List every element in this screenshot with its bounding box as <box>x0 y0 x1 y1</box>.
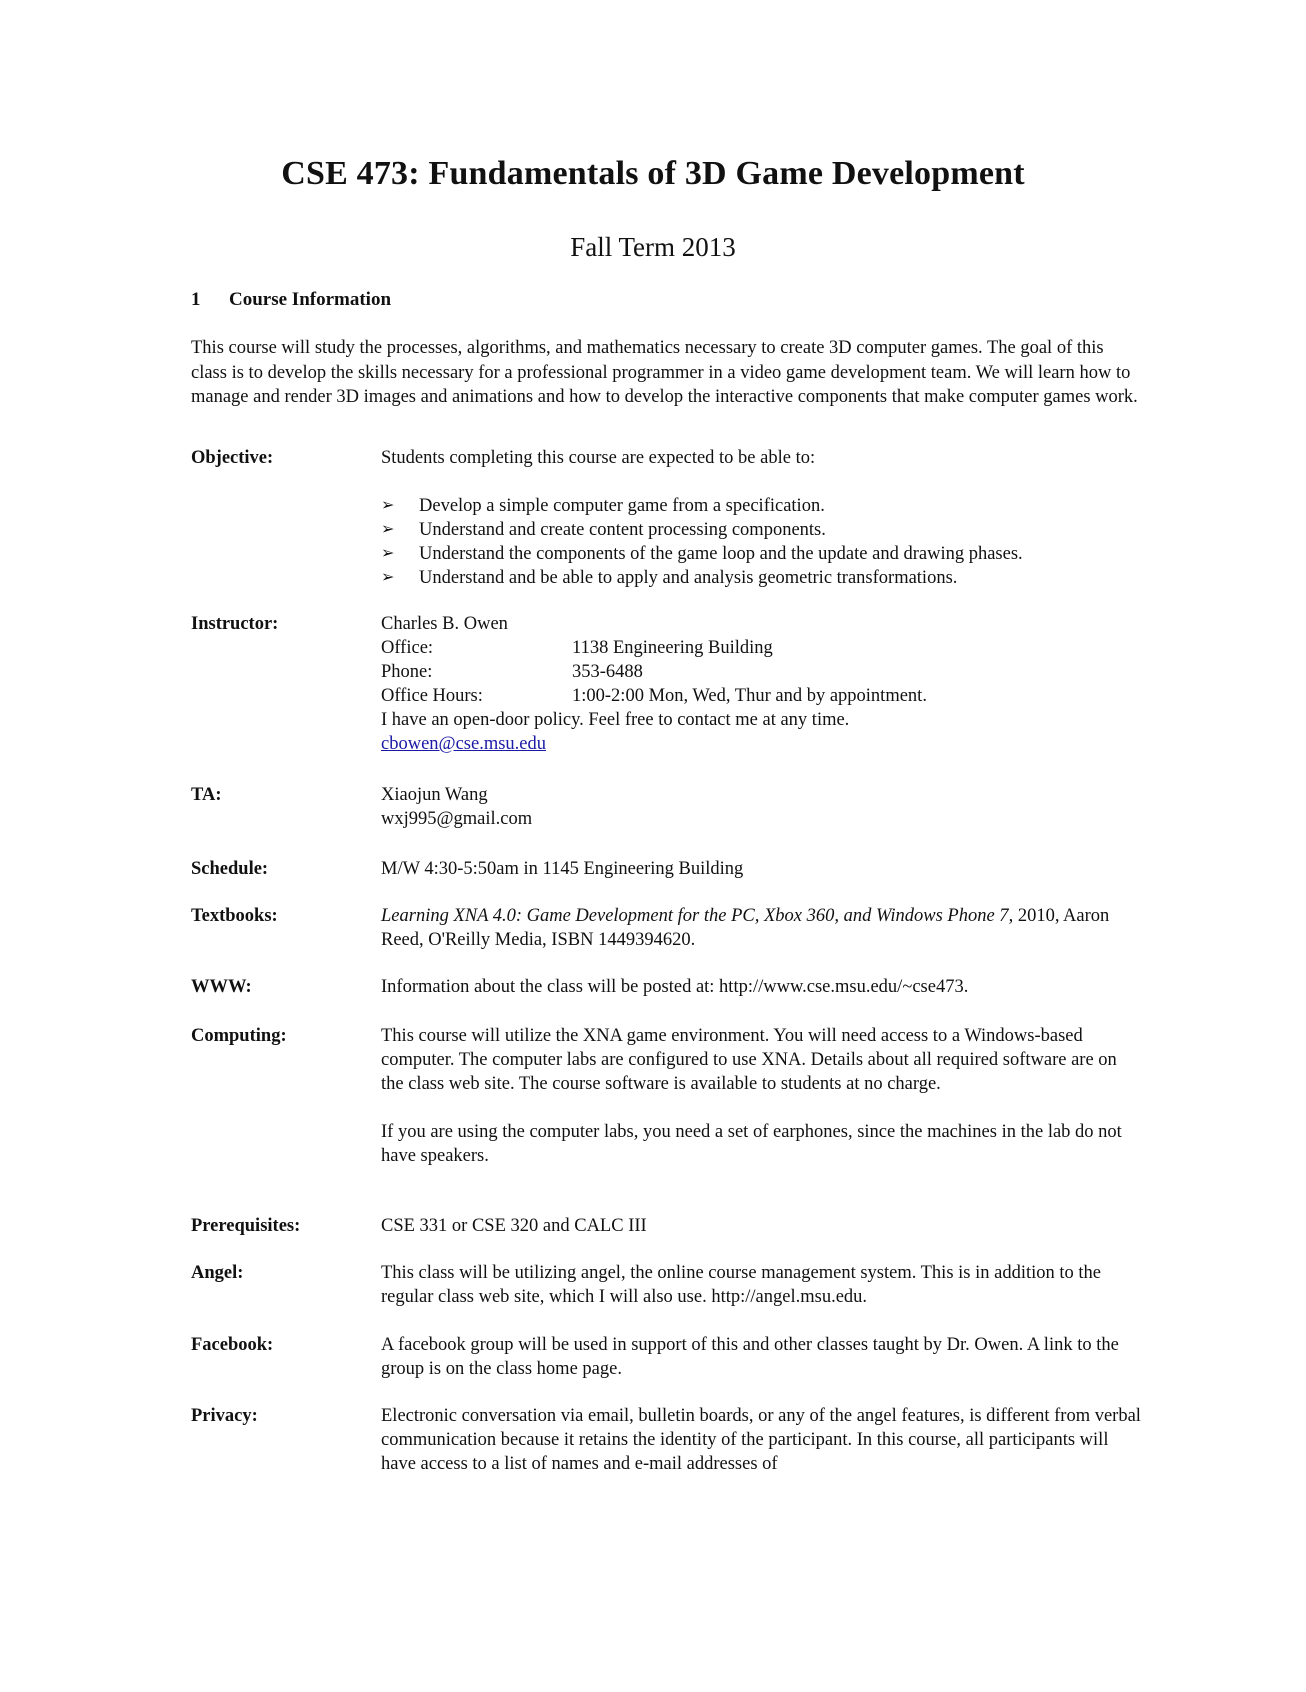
privacy-value: Electronic conversation via email, bulletin boards, or any of the angel features, is different from verbal communication because it retains the identity of the participant. In this course, all participants will have access to a list of names and e-mail addresses of <box>381 1406 1141 1474</box>
textbooks-label: Textbooks: <box>191 906 278 926</box>
ta-name: Xiaojun Wang <box>381 785 488 805</box>
computing-paragraph-2: If you are using the computer labs, you need a set of earphones, since the machines in the lab do not have speakers. <box>381 1122 1122 1166</box>
textbook-details: , 2010, Aaron Reed, O'Reilly Media, ISBN 1449394620. <box>381 906 1110 950</box>
section-title: Course Information <box>229 289 392 310</box>
office-hours-label: Office Hours: <box>381 686 483 706</box>
list-item: ➢ Develop a simple computer game from a specification. <box>381 496 825 516</box>
arrow-bullet-icon: ➢ <box>381 545 395 562</box>
office-value: 1138 Engineering Building <box>572 638 773 658</box>
facebook-value: A facebook group will be used in support of this and other classes taught by Dr. Owen. A link to the group is on the class home page. <box>381 1335 1119 1379</box>
schedule-label: Schedule: <box>191 859 269 879</box>
intro-paragraph: This course will study the processes, algorithms, and mathematics necessary to create 3D computer games. The goal of this class is to develop the skills necessary for a professional programmer in a video game development team. We will learn how to manage and render 3D images and animations and how to develop the interactive components that make computer games work. <box>191 338 1138 407</box>
objective-label: Objective: <box>191 448 274 468</box>
open-door-policy: I have an open-door policy. Feel free to contact me at any time. <box>381 710 850 730</box>
angel-value: This class will be utilizing angel, the online course management system. This is in addition to the regular class web site, which I will also use. http://angel.msu.edu. <box>381 1263 1102 1307</box>
phone-value: 353-6488 <box>572 662 643 682</box>
arrow-bullet-icon: ➢ <box>381 497 395 514</box>
schedule-value: M/W 4:30-5:50am in 1145 Engineering Building <box>381 859 744 879</box>
textbook-title: Learning XNA 4.0: Game Development for the PC, Xbox 360, and Windows Phone 7 <box>381 906 1009 926</box>
prerequisites-label: Prerequisites: <box>191 1216 301 1236</box>
www-label: WWW: <box>191 977 252 997</box>
instructor-email-link[interactable]: cbowen@cse.msu.edu <box>381 734 546 754</box>
office-line <box>381 636 1141 660</box>
phone-line <box>381 660 1141 684</box>
angel-label: Angel: <box>191 1263 244 1283</box>
section-number: 1 <box>191 289 201 310</box>
list-item: ➢ Understand and create content processing components. <box>381 520 826 540</box>
arrow-bullet-icon: ➢ <box>381 521 395 538</box>
privacy-label: Privacy: <box>191 1406 258 1426</box>
list-item: ➢ Understand and be able to apply and analysis geometric transformations. <box>381 568 958 588</box>
term-subtitle: Fall Term 2013 <box>570 232 736 262</box>
list-item: ➢ Understand the components of the game loop and the update and drawing phases. <box>381 544 1023 564</box>
prerequisites-value: CSE 331 or CSE 320 and CALC III <box>381 1216 647 1236</box>
objective-content <box>381 446 1141 590</box>
arrow-bullet-icon: ➢ <box>381 569 395 586</box>
instructor-label: Instructor: <box>191 614 279 634</box>
instructor-content <box>381 612 1141 756</box>
ta-email: wxj995@gmail.com <box>381 809 533 829</box>
textbooks-content <box>381 904 1141 952</box>
phone-label: Phone: <box>381 662 433 682</box>
objective-list <box>381 494 1141 590</box>
section-heading <box>191 289 391 311</box>
objective-lead: Students completing this course are expected to be able to: <box>381 448 816 468</box>
office-hours-line <box>381 684 1141 708</box>
www-value: Information about the class will be posted at: http://www.cse.msu.edu/~cse473. <box>381 977 969 997</box>
office-label: Office: <box>381 638 434 658</box>
facebook-label: Facebook: <box>191 1335 274 1355</box>
office-hours-value: 1:00-2:00 Mon, Wed, Thur and by appointment. <box>572 686 927 706</box>
computing-content <box>381 1024 1141 1168</box>
computing-paragraph-1: This course will utilize the XNA game environment. You will need access to a Windows-based computer. The computer labs are configured to use XNA. Details about all required software are on the class web site. The course software is available to students at no charge. <box>381 1026 1117 1094</box>
document-title: CSE 473: Fundamentals of 3D Game Development <box>281 155 1025 192</box>
ta-label: TA: <box>191 785 222 805</box>
instructor-name: Charles B. Owen <box>381 614 508 634</box>
computing-label: Computing: <box>191 1026 287 1046</box>
ta-content <box>381 783 1141 831</box>
